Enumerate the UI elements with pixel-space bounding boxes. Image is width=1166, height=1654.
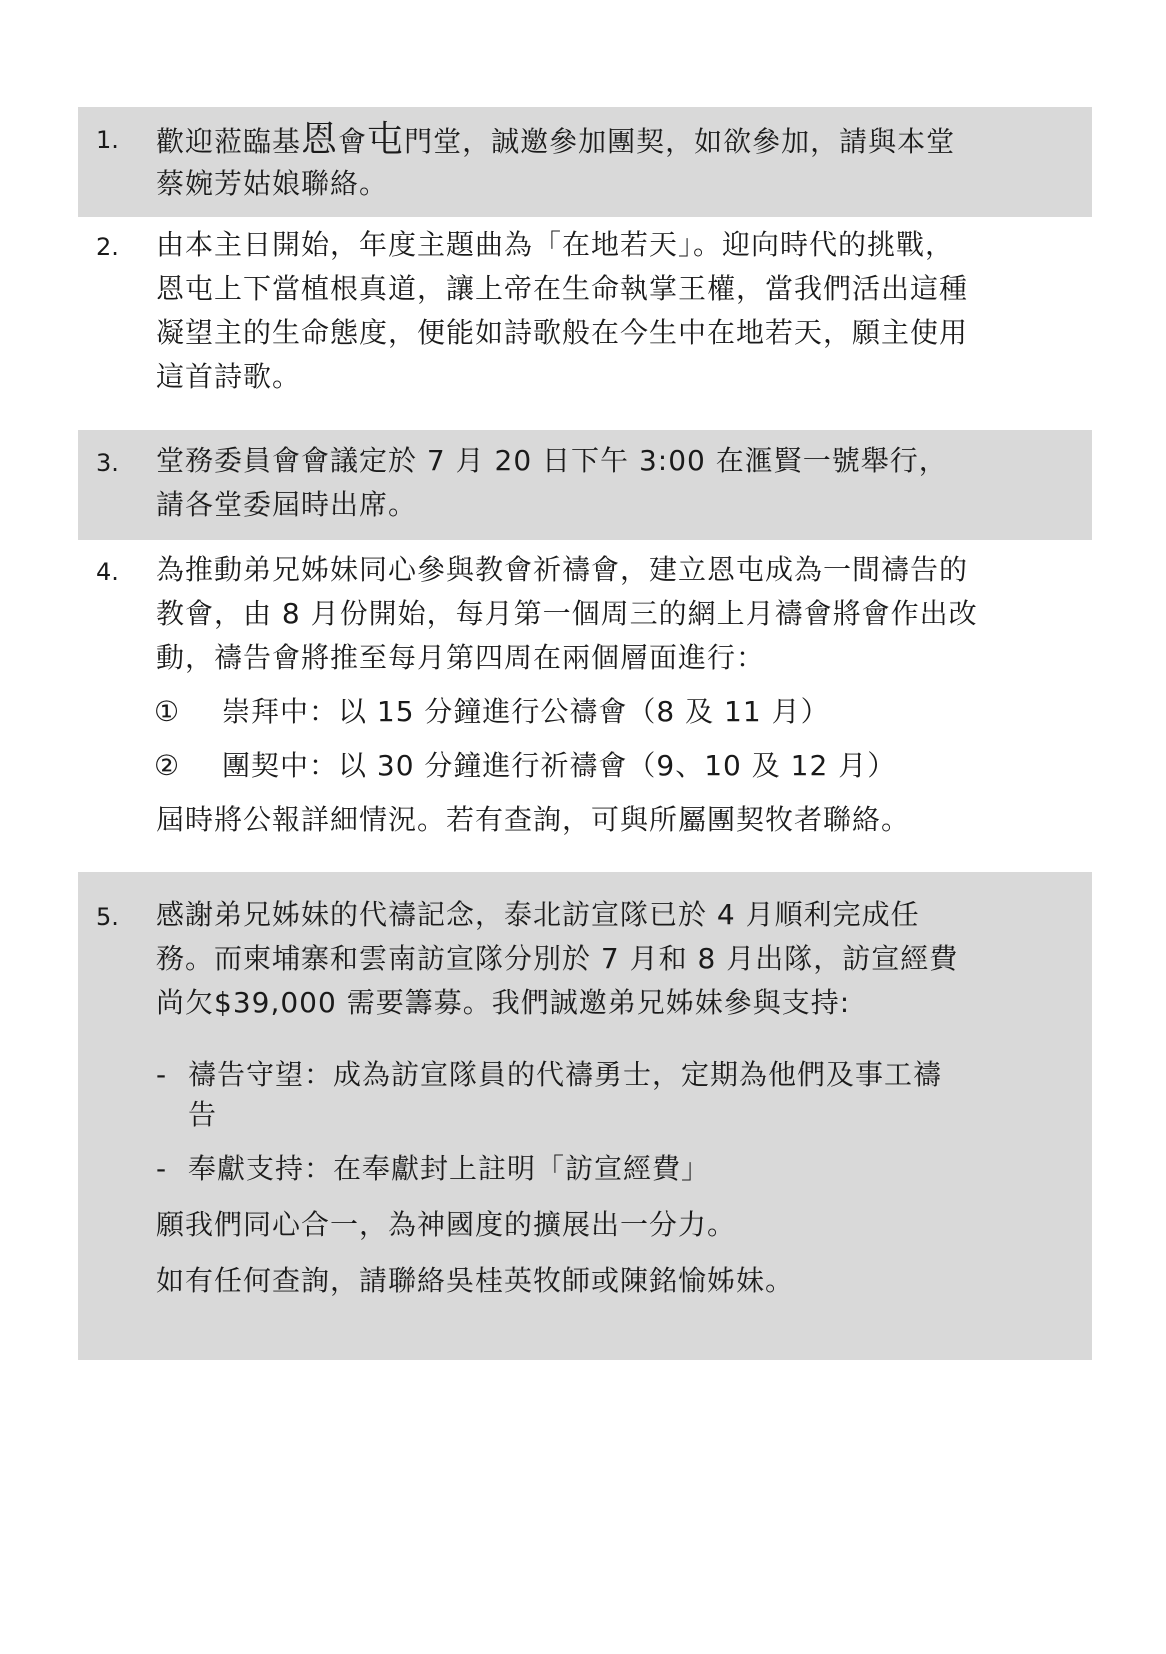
item-line: 尚欠$39,000 需要籌募。我們誠邀弟兄姊妹參與支持: — [156, 986, 851, 1019]
item-line: 這首詩歌。 — [156, 360, 302, 393]
item-line: 蔡婉芳姑娘聯絡。 — [156, 167, 389, 200]
item-line: 堂務委員會會議定於 7 月 20 日下午 3:00 在滙賢一號舉行， — [156, 444, 948, 477]
bullet-item: 奉獻支持：在奉獻封上註明「訪宣經費」 — [188, 1152, 711, 1185]
item-line: 由本主日開始，年度主題曲為「在地若天」。迎向時代的挑戰， — [156, 228, 955, 261]
item-number: 5. — [96, 903, 119, 931]
item-number: 4. — [96, 558, 119, 586]
item-line: 凝望主的生命態度，便能如詩歌般在今生中在地若天，願主使用 — [156, 316, 969, 349]
bullet-item-cont: 告 — [188, 1098, 218, 1131]
item-closing: 屆時將公報詳細情況。若有查詢，可與所屬團契牧者聯絡。 — [156, 803, 911, 836]
item-number: 2. — [96, 233, 119, 261]
item-line: 動，禱告會將推至每月第四周在兩個層面進行： — [156, 641, 766, 674]
item-line: 為推動弟兄姊妹同心參與教會祈禱會，建立恩屯成為一間禱告的 — [156, 553, 969, 586]
circled-number-1: ① — [154, 695, 180, 728]
circled-number-2: ② — [154, 749, 180, 782]
notice-item-5 — [78, 872, 1092, 1360]
item-line: 請各堂委屆時出席。 — [156, 488, 418, 521]
bullet-dash: - — [156, 1152, 167, 1185]
notice-item-2 — [78, 220, 1092, 410]
sub-item: 團契中：以 30 分鐘進行祈禱會（9、10 及 12 月） — [222, 749, 897, 782]
item-line: 恩屯上下當植根真道，讓上帝在生命執掌王權，當我們活出這種 — [156, 272, 969, 305]
sub-item: 崇拜中：以 15 分鐘進行公禱會（8 及 11 月） — [222, 695, 830, 728]
item-number: 3. — [96, 449, 119, 477]
bullet-item: 禱告守望：成為訪宣隊員的代禱勇士，定期為他們及事工禱 — [188, 1058, 943, 1091]
notice-item-1 — [78, 107, 1092, 217]
item-closing: 如有任何查詢，請聯絡吳桂英牧師或陳銘愉姊妹。 — [156, 1264, 795, 1297]
bullet-dash: - — [156, 1058, 167, 1091]
item-line: 歡迎蒞臨基恩會屯門堂，誠邀參加團契，如欲參加，請與本堂 — [156, 119, 956, 160]
item-line: 教會，由 8 月份開始，每月第一個周三的網上月禱會將會作出改 — [156, 597, 978, 630]
notice-item-4 — [78, 543, 1092, 863]
item-line: 感謝弟兄姊妹的代禱記念，泰北訪宣隊已於 4 月順利完成任 — [156, 898, 920, 931]
item-line: 務。而柬埔寨和雲南訪宣隊分別於 7 月和 8 月出隊，訪宣經費 — [156, 942, 959, 975]
item-closing: 願我們同心合一，為神國度的擴展出一分力。 — [156, 1208, 737, 1241]
item-number: 1. — [96, 126, 119, 154]
notice-item-3 — [78, 430, 1092, 540]
